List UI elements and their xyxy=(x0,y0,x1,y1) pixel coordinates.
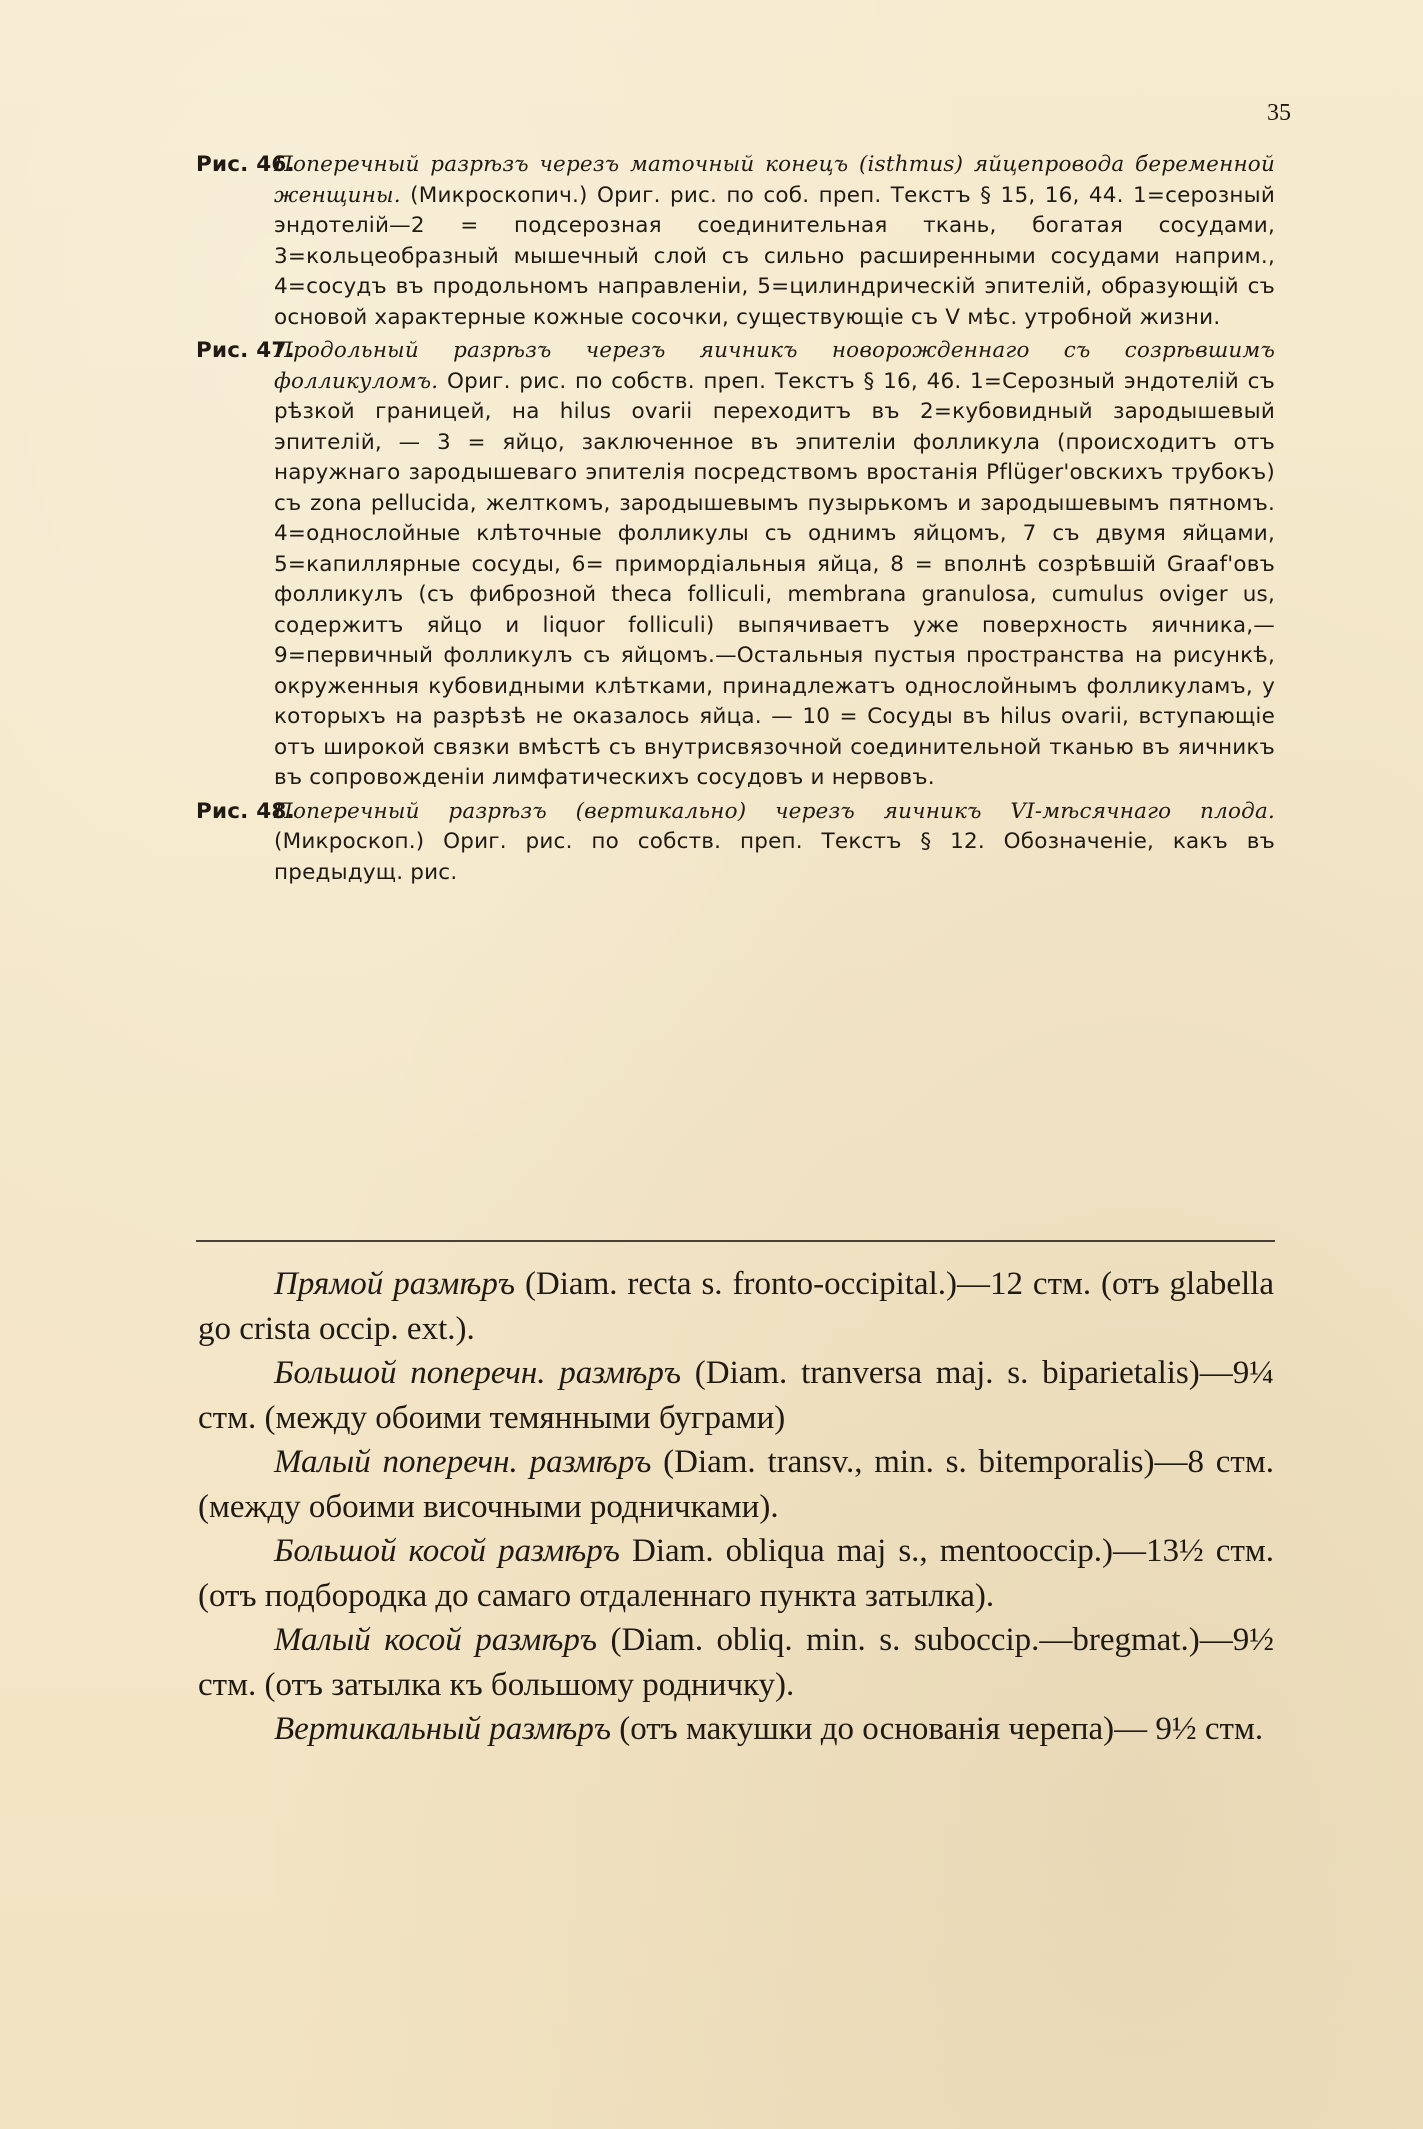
section-divider xyxy=(196,1240,1275,1242)
paragraph-text: (отъ макушки до основанія черепа)— 9½ стм. xyxy=(610,1711,1264,1747)
caption-body xyxy=(274,150,1275,333)
paragraph-term: Малый поперечн. размѣръ xyxy=(274,1444,652,1480)
paragraph-vertical-diameter xyxy=(198,1707,1274,1752)
page-number: 35 xyxy=(1267,100,1291,126)
caption-body xyxy=(274,336,1275,794)
caption-title: Продольный разрѣзъ черезъ яичникъ новорожденнаго съ созрѣвшимъ фолликуломъ. xyxy=(274,338,1275,394)
paragraph-large-transverse-diameter xyxy=(198,1351,1274,1440)
caption-body xyxy=(274,797,1275,889)
caption-label: Рис. 48. xyxy=(196,798,295,824)
caption-label: Рис. 46. xyxy=(196,152,295,177)
caption-label: Рис. 47. xyxy=(196,338,295,363)
paragraph-text: (Diam. tranversa maj. s. biparietalis)—9¼ стм. (между обоими темянными буграми) xyxy=(198,1355,1274,1436)
figure-caption-46 xyxy=(196,150,1275,333)
paragraph-straight-diameter xyxy=(198,1262,1274,1351)
paragraph-text: (Diam. recta s. fronto-occipital.)—12 стм. (отъ glabella go crista occip. ext.). xyxy=(198,1266,1274,1347)
figure-captions xyxy=(196,150,1275,891)
paragraph-text: Diam. obliqua maj s., mentooccip.)—13½ стм. (отъ подбородка до самаго отдаленнаго пункта затылка). xyxy=(198,1533,1275,1614)
caption-title: Поперечный разрѣзъ черезъ маточный конецъ (isthmus) яйцепровода беременной женщины. xyxy=(274,152,1275,208)
paragraph-text: (Diam. obliq. min. s. suboccip.—bregmat.)—9½ стм. (отъ затылка къ большому родничку). xyxy=(198,1622,1274,1703)
paragraph-term: Вертикальный размѣръ xyxy=(274,1711,611,1747)
figure-caption-47 xyxy=(196,336,1275,794)
paragraph-text: (Diam. transv., min. s. bitemporalis)—8 стм. (между обоими височными родничками). xyxy=(198,1444,1274,1525)
paragraph-small-oblique-diameter xyxy=(198,1618,1274,1707)
paragraph-term: Прямой размѣръ xyxy=(274,1266,515,1302)
caption-text: (Микроскоп.) Ориг. рис. по собств. преп. Текстъ § 12. Обозначеніе, какъ въ предыдущ. рис. xyxy=(274,829,1275,885)
paragraph-term: Большой косой размѣръ xyxy=(274,1533,620,1569)
caption-text: (Микроскопич.) Ориг. рис. по соб. преп. Текстъ § 15, 16, 44. 1=серозный эндотелій—2 = подсерозная соединительная ткань, богатая сосудами, 3=кольцеобразный мышечный слой съ сильно расширенными сосудами наприм., 4=сосудъ въ продольномъ направленіи, 5=цилиндрическій эпителій, образующій съ основой характерные кожные сосочки, существующіе съ V мѣс. утробной жизни. xyxy=(274,182,1275,330)
paragraph-small-transverse-diameter xyxy=(198,1440,1274,1529)
main-text xyxy=(198,1262,1274,1752)
paragraph-term: Малый косой размѣръ xyxy=(274,1622,598,1658)
caption-text: Ориг. рис. по собств. преп. Текстъ § 16, 46. 1=Серозный эндотелій съ рѣзкой границей, на hilus ovarii переходитъ въ 2=кубовидный зародышевый эпителій, — 3 = яйцо, заключенное въ эпителіи фолликула (происходитъ отъ наружнаго зародышеваго эпителія посредствомъ вростанія Pflüger'овскихъ трубокъ) съ zona pellucida, желткомъ, зародышевымъ пузырькомъ и зародышевымъ пятномъ. 4=однослойные клѣточные фолликулы съ однимъ яйцомъ, 7 съ двумя яйцами, 5=капиллярные сосуды, 6= примордіальныя яйца, 8 = вполнѣ созрѣвшій Graaf'овъ фолликулъ (съ фиброзной theca folliculi, membrana granulosa, cumulus oviger us, содержитъ яйцо и liquor folliculi) выпячиваетъ уже поверхность яичника,—9=первичный фолликулъ съ яйцомъ.—Остальныя пустыя пространства на рисункѣ, окруженныя кубовидными клѣтками, принадлежатъ однослойнымъ фолликуламъ, у которыхъ на разрѣзѣ не оказалось яйца. — 10 = Сосуды въ hilus ovarii, вступающіе отъ широкой связки вмѣстѣ съ внутрисвязочной соединительной тканью въ яичникъ въ сопровожденіи лимфатическихъ сосудовъ и нервовъ. xyxy=(274,368,1275,790)
paragraph-large-oblique-diameter xyxy=(198,1529,1274,1618)
caption-title: Поперечный разрѣзъ (вертикально) черезъ яичникъ VI-мѣсячнаго плода. xyxy=(274,798,1275,824)
paragraph-term: Большой поперечн. размѣръ xyxy=(274,1355,681,1391)
figure-caption-48 xyxy=(196,797,1275,889)
